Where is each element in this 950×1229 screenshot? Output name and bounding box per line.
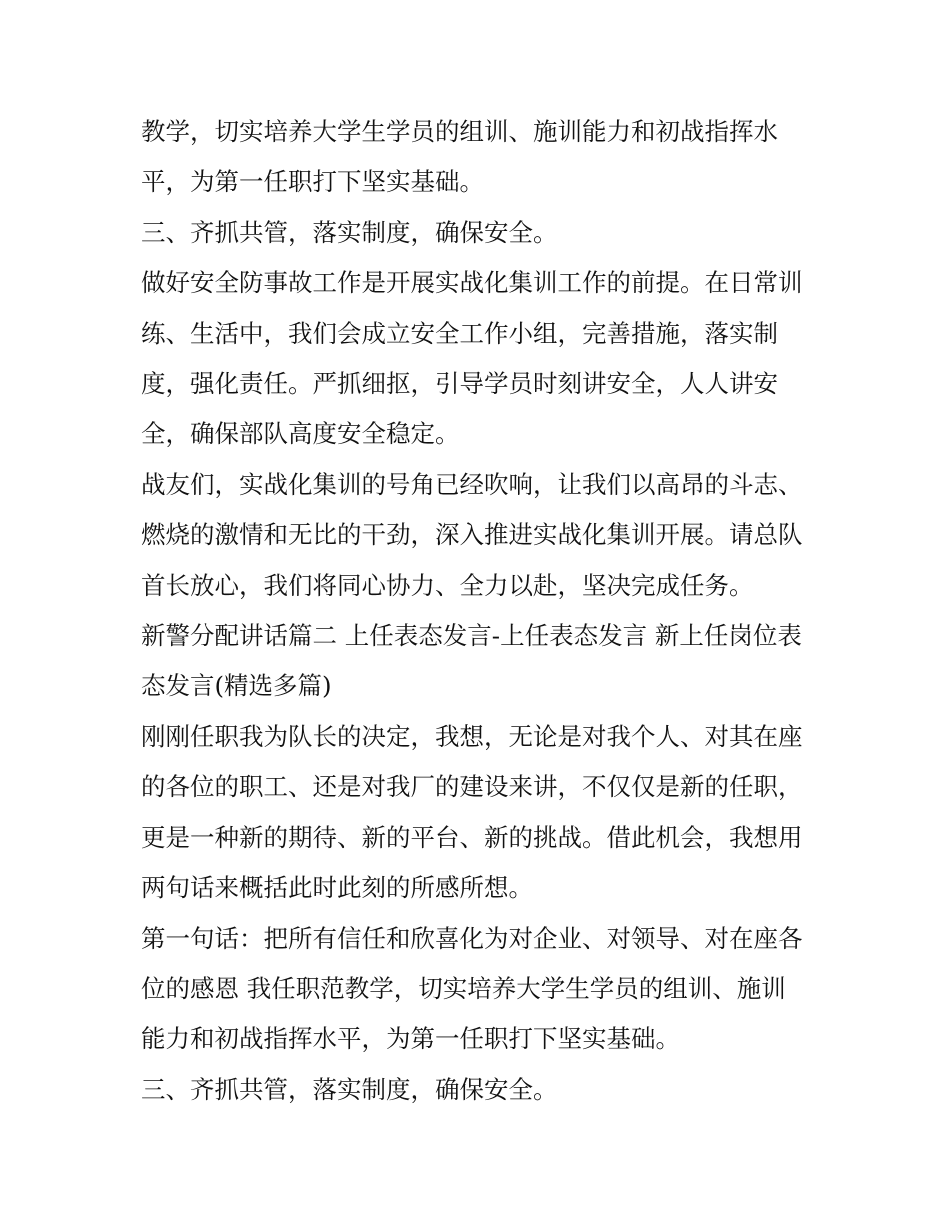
text-line: 刚刚任职我为队长的决定，我想，无论是对我个人、对其在座	[141, 721, 803, 751]
text-line: 平，为第一任职打下坚实基础。	[141, 167, 484, 197]
section-heading: 三、齐抓共管，落实制度，确保安全。	[141, 1074, 558, 1104]
text-line: 战友们，实战化集训的号角已经吹响，让我们以高昂的斗志、	[141, 469, 803, 499]
text-line: 燃烧的激情和无比的干劲，深入推进实战化集训开展。请总队	[141, 520, 803, 550]
text-line: 教学，切实培养大学生学员的组训、施训能力和初战指挥水	[141, 117, 778, 146]
document-body	[141, 107, 831, 1115]
article-title-line: 新警分配讲话篇二 上任表态发言-上任表态发言 新上任岗位表	[141, 621, 802, 651]
text-line: 两句话来概括此时此刻的所感所想。	[141, 873, 533, 903]
text-line: 第一句话：把所有信任和欣喜化为对企业、对领导、对在座各	[141, 923, 803, 953]
text-line: 能力和初战指挥水平，为第一任职打下坚实基础。	[141, 1024, 680, 1054]
text-line: 首长放心，我们将同心协力、全力以赴，坚决完成任务。	[141, 570, 754, 600]
text-line: 做好安全防事故工作是开展实战化集训工作的前提。在日常训	[141, 268, 803, 298]
section-heading: 三、齐抓共管，落实制度，确保安全。	[141, 217, 558, 247]
article-title-line: 态发言(精选多篇)	[141, 671, 332, 701]
text-line: 练、生活中，我们会成立安全工作小组，完善措施，落实制	[141, 318, 778, 348]
text-line: 的各位的职工、还是对我厂的建设来讲，不仅仅是新的任职，	[141, 772, 803, 802]
text-line: 更是一种新的期待、新的平台、新的挑战。借此机会，我想用	[141, 822, 803, 852]
text-line: 位的感恩 我任职范教学，切实培养大学生学员的组训、施训	[141, 973, 786, 1003]
text-line: 度，强化责任。严抓细抠，引导学员时刻讲安全，人人讲安	[141, 369, 778, 399]
text-line: 全，确保部队高度安全稳定。	[141, 419, 460, 449]
